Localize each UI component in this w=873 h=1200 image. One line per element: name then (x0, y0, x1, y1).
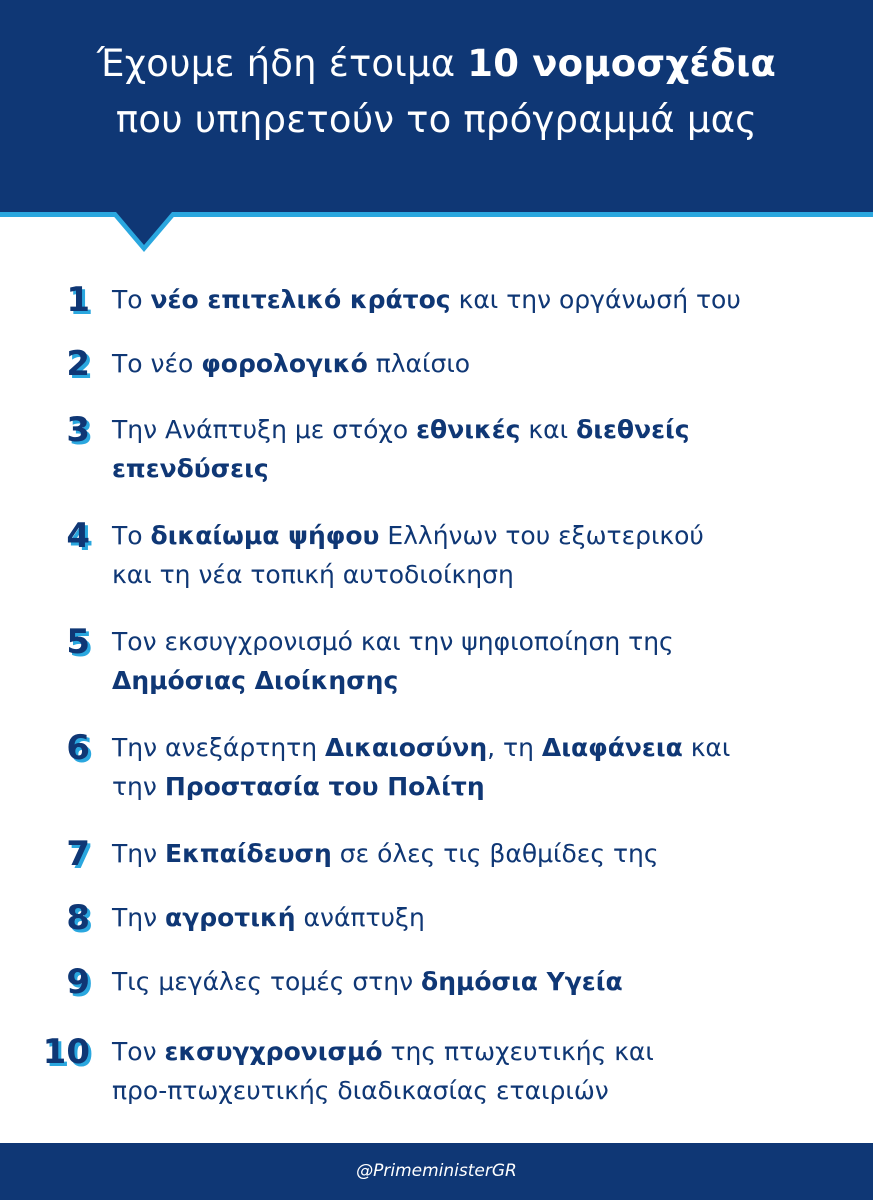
item-text (112, 728, 852, 806)
item-text-line (112, 1071, 852, 1110)
item-number: 3 (66, 410, 90, 450)
item-text-line (112, 898, 852, 937)
item-text-line (112, 767, 852, 806)
item-text-bold: Προστασία του Πολίτη (164, 772, 485, 801)
item-text-bold: νέο επιτελικό κράτος (150, 285, 451, 314)
item-text (112, 622, 852, 700)
item-text-segment: Την (112, 903, 166, 932)
item-text (112, 516, 852, 594)
item-text-bold: Διαφάνεια (541, 733, 683, 762)
item-text-line (112, 516, 852, 555)
item-text (112, 834, 852, 873)
title-highlight: 10 νομοσχέδια (467, 42, 777, 85)
item-text-bold: Δημόσιας Διοίκησης (112, 666, 399, 695)
item-text-line (112, 344, 852, 383)
item-text-bold: διεθνείς (576, 415, 690, 444)
item-number: 1 (66, 280, 90, 320)
item-text-segment: της πτωχευτικής και (382, 1037, 654, 1066)
item-text-line (112, 661, 852, 700)
item-text-bold: επενδύσεις (112, 454, 269, 483)
title-line-2: που υπηρετούν το πρόγραμμά μας (115, 98, 758, 141)
item-text-segment: Την Ανάπτυξη με στόχο (112, 415, 417, 444)
item-text-segment: σε όλες τις βαθμίδες της (331, 839, 659, 868)
item-text-segment: Τον (112, 1037, 165, 1066)
item-number: 5 (66, 622, 90, 662)
item-text-segment: Τις μεγάλες τομές στην (112, 967, 422, 996)
item-text-line (112, 622, 852, 661)
item-text-segment: Τον εκσυγχρονισμό και την ψηφιοποίηση της (112, 627, 674, 656)
item-number: 7 (66, 834, 90, 874)
item-text-segment: Την (112, 839, 166, 868)
item-text-bold: Δικαιοσύνη (325, 733, 488, 762)
item-text-line (112, 1032, 852, 1071)
item-text-segment: και την οργάνωσή του (450, 285, 741, 314)
item-text-segment: και (682, 733, 731, 762)
item-number: 6 (66, 728, 90, 768)
item-text-line (112, 280, 852, 319)
item-text-bold: εθνικές (416, 415, 521, 444)
item-number: 10 (42, 1032, 90, 1072)
item-text-segment: Την ανεξάρτητη (112, 733, 326, 762)
item-text-bold: αγροτική (165, 903, 296, 932)
item-text-segment: ανάπτυξη (295, 903, 425, 932)
item-text-segment: Ελλήνων του εξωτερικού (379, 521, 704, 550)
item-number: 9 (66, 962, 90, 1002)
item-text-bold: δημόσια Υγεία (421, 967, 623, 996)
item-text (112, 962, 852, 1001)
item-text-bold: φορολογικό (201, 349, 368, 378)
item-text-segment: και (520, 415, 577, 444)
item-text-bold: δικαίωμα ψήφου (150, 521, 380, 550)
item-text-line (112, 962, 852, 1001)
item-text-segment: , τη (487, 733, 542, 762)
item-number: 2 (66, 344, 90, 384)
item-text (112, 410, 852, 488)
item-number: 4 (66, 516, 90, 556)
item-text-line (112, 449, 852, 488)
item-text-bold: Εκπαίδευση (165, 839, 332, 868)
item-text-segment: και τη νέα τοπική αυτοδιοίκηση (112, 560, 514, 589)
item-number: 8 (66, 898, 90, 938)
item-text-segment: Το (112, 285, 151, 314)
item-text-segment: Το νέο (112, 349, 202, 378)
item-text-bold: εκσυγχρονισμό (164, 1037, 383, 1066)
item-text-segment: Το (112, 521, 151, 550)
title-prefix: Έχουμε ήδη έτοιμα (96, 42, 468, 85)
footer-handle: @PrimeministerGR (356, 1161, 517, 1181)
item-text-segment: προ-πτωχευτικής διαδικασίας εταιριών (112, 1076, 609, 1105)
item-text-line (112, 555, 852, 594)
item-text (112, 344, 852, 383)
item-text (112, 1032, 852, 1110)
item-text (112, 898, 852, 937)
footer-bar (0, 1143, 873, 1200)
item-text (112, 280, 852, 319)
item-text-line (112, 410, 852, 449)
item-text-line (112, 728, 852, 767)
item-text-line (112, 834, 852, 873)
item-text-segment: την (112, 772, 165, 801)
item-text-segment: πλαίσιο (367, 349, 471, 378)
